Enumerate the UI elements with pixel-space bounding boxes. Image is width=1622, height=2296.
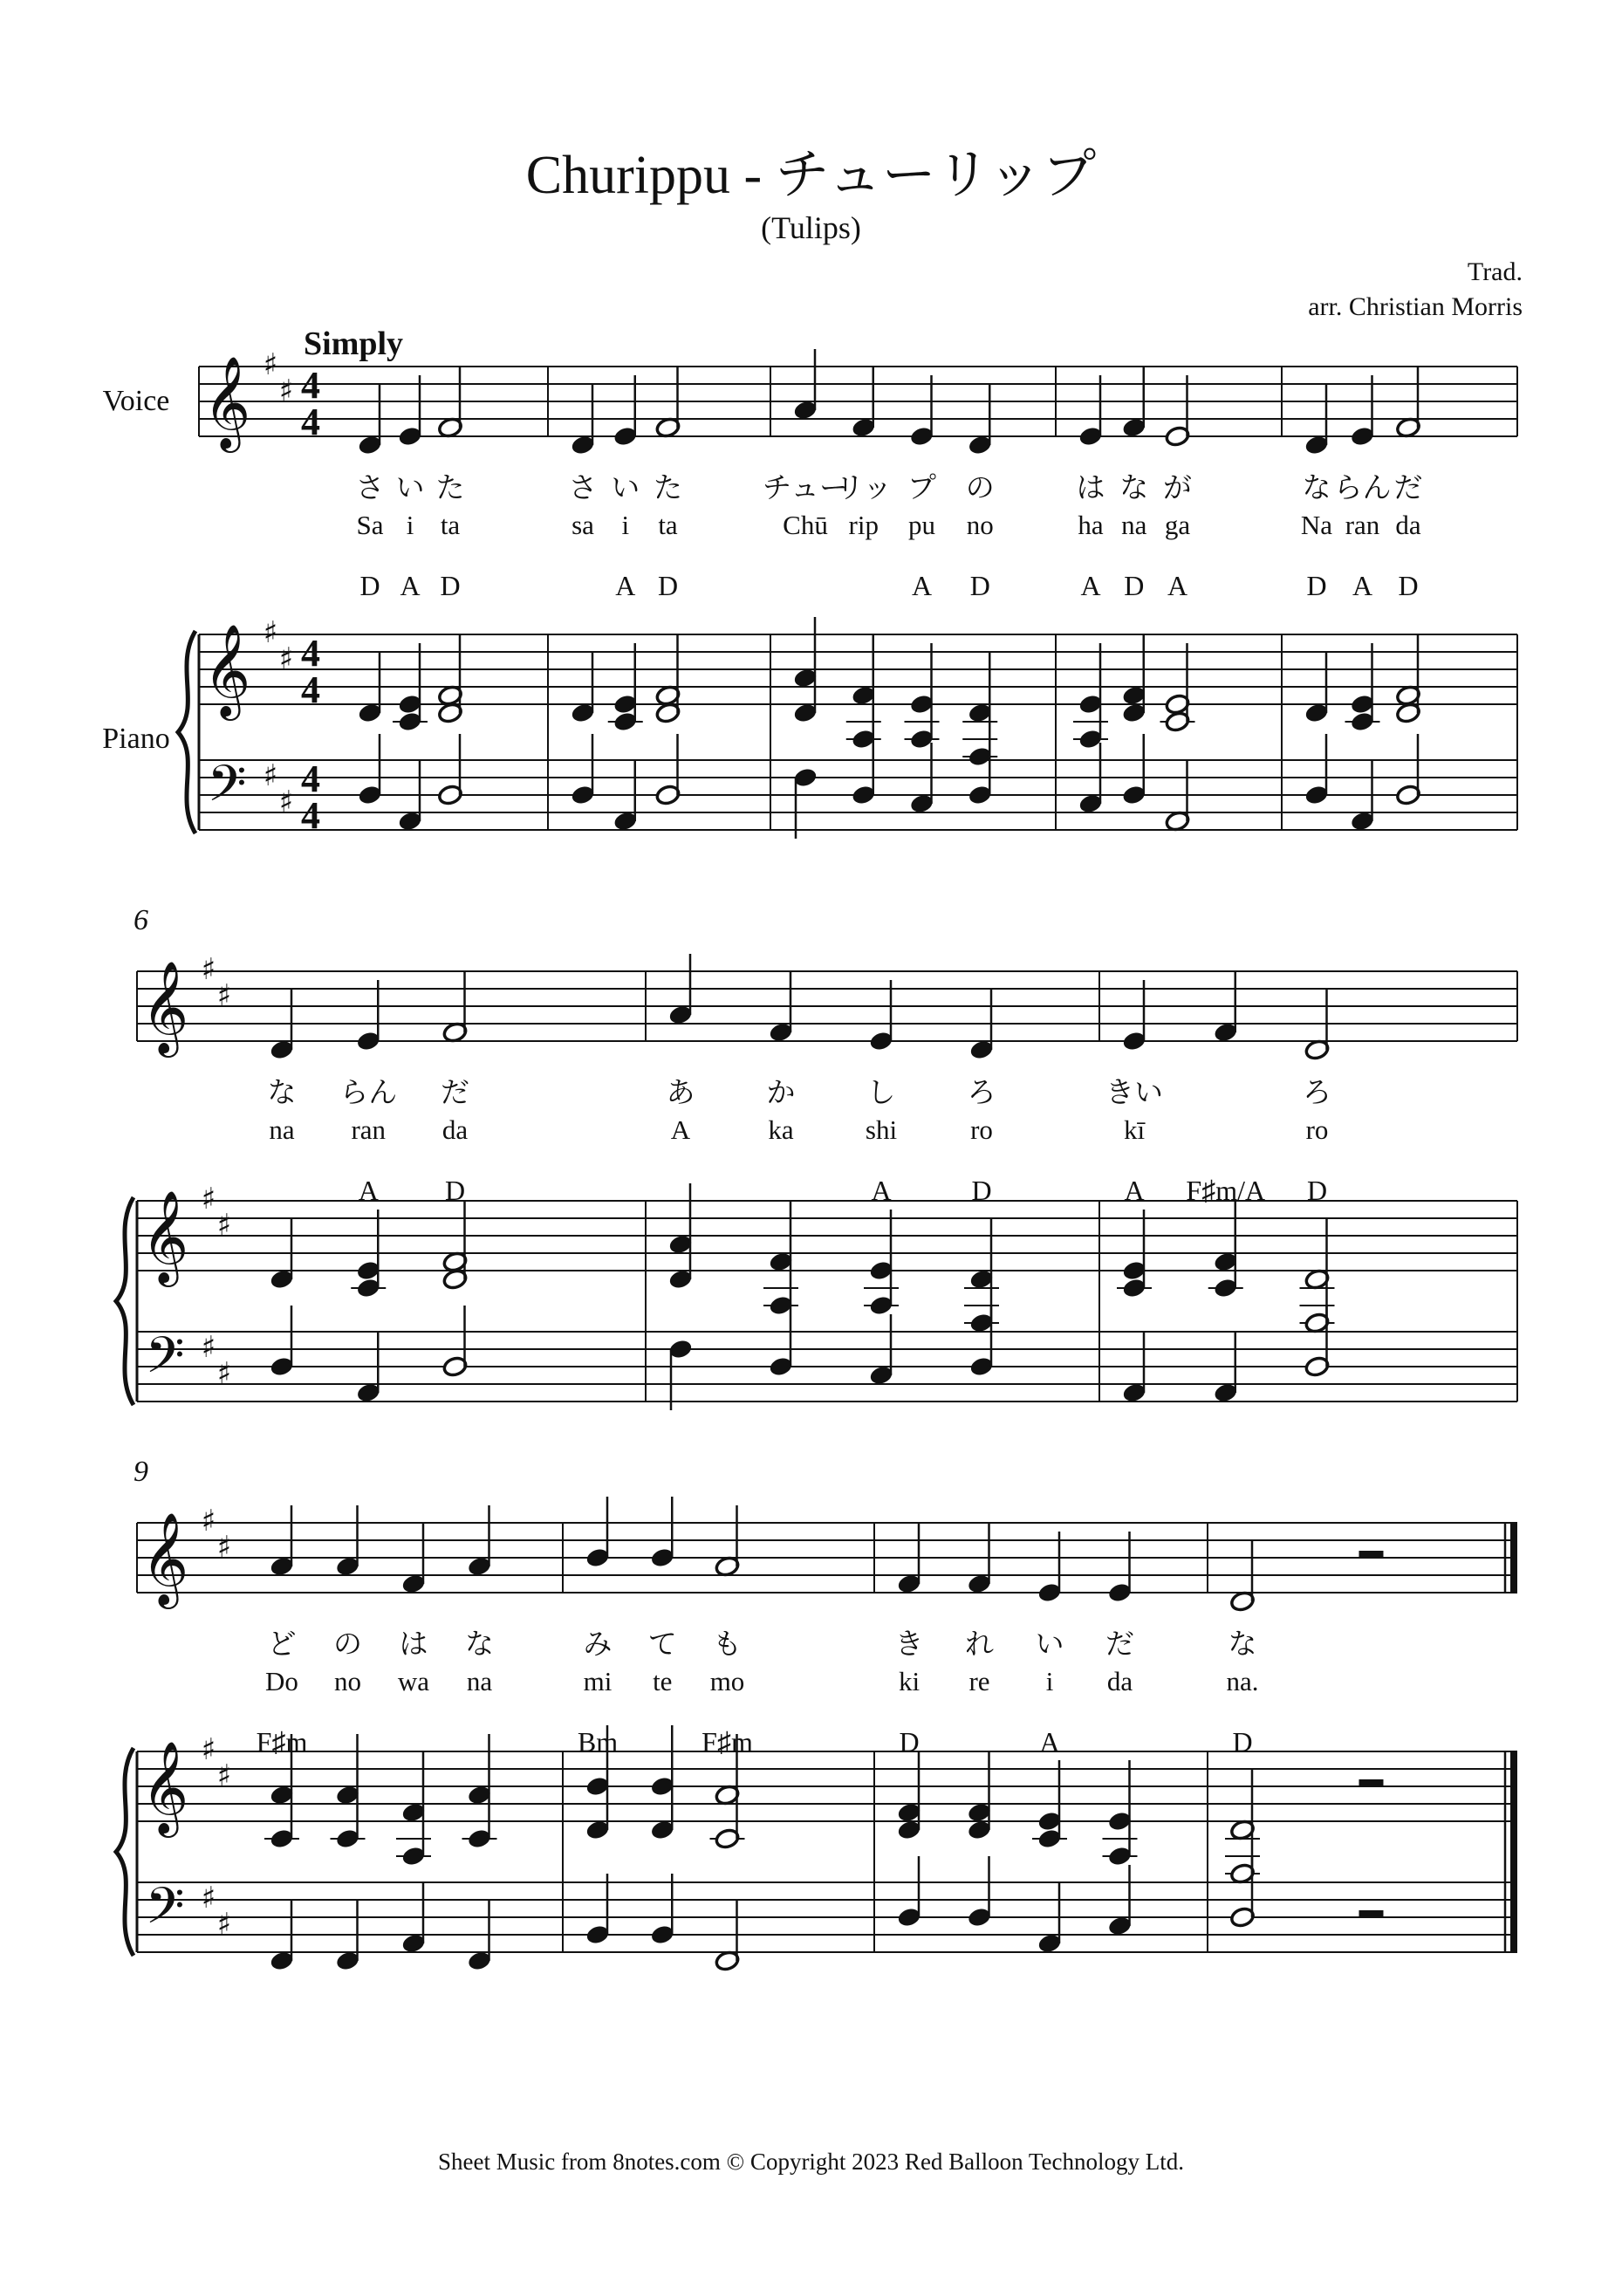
lyric-jp: な [1228, 1627, 1257, 1661]
lyric-romaji: ki [898, 1666, 921, 1696]
chord-symbol: D [359, 570, 380, 601]
lyric-romaji: i [406, 510, 414, 540]
lyric-romaji: no [966, 510, 994, 540]
lyric-romaji: i [1045, 1666, 1054, 1696]
lyric-jp: あ [666, 1075, 695, 1109]
lyric-jp: プ [907, 470, 936, 504]
time-sig-bottom: 4 [301, 668, 320, 711]
piano-brace-icon [116, 1748, 133, 1956]
score-title: Churippu - チューリップ [525, 146, 1097, 205]
lyric-romaji: Na [1300, 510, 1333, 540]
lyric-jp: の [333, 1627, 362, 1661]
lyric-romaji: da [1106, 1666, 1133, 1696]
sharp-icon: ♯ [201, 1330, 216, 1365]
lyric-jp: れ [965, 1627, 994, 1661]
lyric-jp: み [583, 1627, 613, 1661]
lyric-jp: い [1035, 1627, 1064, 1661]
lyric-romaji: A [670, 1114, 691, 1145]
time-sig-top: 4 [301, 632, 320, 675]
piano-label: Piano [102, 723, 170, 755]
lyric-jp: は [399, 1627, 428, 1661]
chord-symbol: D [971, 1175, 992, 1206]
lyric-romaji: wa [397, 1666, 430, 1696]
lyric-romaji: na [269, 1114, 295, 1145]
lyric-jp: て [647, 1627, 677, 1661]
lyric-jp: ろ [1303, 1075, 1331, 1109]
lyric-jp: リッ [835, 470, 893, 504]
chord-symbol: F♯m/A [1186, 1175, 1266, 1206]
time-sig-top: 4 [301, 757, 320, 800]
sharp-icon: ♯ [263, 615, 278, 650]
lyric-romaji: ka [768, 1114, 794, 1145]
lyric-romaji: no [334, 1666, 361, 1696]
sharp-icon: ♯ [278, 641, 294, 676]
treble-clef-icon: 𝄞 [140, 1189, 189, 1283]
sharp-icon: ♯ [263, 758, 278, 793]
lyric-romaji: kī [1123, 1114, 1146, 1145]
chord-symbol: D [899, 1726, 920, 1758]
chord-symbol: A [1124, 1175, 1145, 1206]
half-rest [1359, 1551, 1384, 1559]
chord-symbol: A [1167, 570, 1188, 601]
lyric-romaji: ta [658, 510, 678, 540]
chord-symbol: D [1306, 1175, 1328, 1206]
copyright-footer: Sheet Music from 8notes.com © Copyright 2023 Red Balloon Technology Ltd. [437, 2149, 1185, 2175]
treble-clef-icon: 𝄞 [140, 1740, 189, 1833]
lyric-romaji: na. [1226, 1666, 1259, 1696]
chord-symbol: A [1080, 570, 1101, 601]
lyric-jp: か [766, 1075, 796, 1109]
half-rest [1359, 1910, 1384, 1918]
time-sig-bottom: 4 [301, 794, 320, 837]
lyric-jp: い [611, 470, 640, 504]
lyric-jp: チュー [762, 470, 849, 504]
treble-clef-icon: 𝄞 [140, 960, 189, 1053]
lyric-romaji: ran [1345, 510, 1380, 540]
chord-symbol: A [1039, 1726, 1060, 1758]
final-barline [1510, 1523, 1517, 1593]
time-sig-top: 4 [301, 364, 320, 407]
sharp-icon: ♯ [216, 1758, 232, 1793]
chord-symbol: D [1124, 570, 1145, 601]
sharp-icon: ♯ [201, 1732, 216, 1767]
sharp-icon: ♯ [201, 1182, 216, 1217]
lyric-jp: さ [355, 470, 385, 504]
final-barline [1510, 1751, 1517, 1952]
sharp-icon: ♯ [201, 1881, 216, 1916]
lyric-romaji: rip [848, 510, 879, 540]
sharp-icon: ♯ [201, 1504, 216, 1539]
system-2 [116, 904, 1517, 1410]
sharp-icon: ♯ [278, 374, 294, 408]
tempo-marking: Simply [304, 326, 404, 362]
lyric-romaji: shi [865, 1114, 898, 1145]
bass-clef-icon: 𝄢 [145, 1876, 185, 1948]
lyric-jp: は [1076, 470, 1105, 504]
lyric-jp: い [395, 470, 425, 504]
lyric-jp: な [465, 1627, 494, 1661]
piano-brace-icon [178, 631, 195, 833]
lyric-romaji: ro [1305, 1114, 1329, 1145]
chord-symbol: F♯m [256, 1726, 308, 1758]
piano-brace-icon [116, 1197, 133, 1405]
measure-number: 6 [133, 904, 148, 936]
system-3 [116, 1456, 1517, 1972]
lyric-jp: ど [267, 1627, 297, 1661]
lyric-romaji: na [1121, 510, 1147, 540]
lyric-romaji: te [653, 1666, 673, 1696]
measure-number: 9 [133, 1456, 148, 1488]
treble-clef-icon: 𝄞 [202, 623, 251, 716]
lyric-jp: だ [1393, 470, 1423, 504]
lyric-romaji: ro [970, 1114, 993, 1145]
lyric-jp: な [1119, 470, 1149, 504]
lyric-romaji: Sa [356, 510, 384, 540]
lyric-jp: らん [1333, 470, 1392, 504]
sharp-icon: ♯ [216, 1530, 232, 1565]
chord-symbol: A [358, 1175, 379, 1206]
lyric-jp: さ [568, 470, 598, 504]
lyric-jp: し [866, 1075, 896, 1109]
lyric-romaji: na [466, 1666, 493, 1696]
time-sig-bottom: 4 [301, 401, 320, 443]
sharp-icon: ♯ [216, 1356, 232, 1391]
lyric-romaji: Do [265, 1666, 298, 1696]
lyric-jp: た [435, 470, 465, 504]
treble-clef-icon: 𝄞 [202, 355, 251, 449]
chord-symbol: D [1232, 1726, 1253, 1758]
sharp-icon: ♯ [263, 347, 278, 382]
lyric-jp: も [713, 1627, 742, 1661]
sharp-icon: ♯ [278, 785, 294, 819]
lyric-jp: らん [339, 1075, 398, 1109]
lyric-romaji: i [621, 510, 630, 540]
lyric-jp: な [1302, 470, 1331, 504]
lyric-romaji: da [1395, 510, 1421, 540]
lyric-romaji: ta [440, 510, 461, 540]
lyric-romaji: mi [583, 1666, 613, 1696]
lyric-romaji: sa [571, 510, 594, 540]
chord-symbol: A [911, 570, 933, 601]
lyric-romaji: ran [351, 1114, 387, 1145]
lyric-romaji: Chū [783, 510, 828, 540]
chord-symbol: D [1306, 570, 1327, 601]
chord-symbol: F♯m [701, 1726, 753, 1758]
chord-symbol: D [657, 570, 679, 601]
lyric-jp: き [894, 1627, 924, 1661]
voice-label: Voice [102, 385, 170, 417]
lyric-romaji: pu [908, 510, 935, 540]
lyric-jp: が [1163, 470, 1192, 504]
chord-symbol: Bm [577, 1726, 619, 1758]
chord-symbol: A [615, 570, 636, 601]
lyric-jp: きい [1105, 1075, 1163, 1109]
sharp-icon: ♯ [201, 952, 216, 987]
chord-symbol: D [440, 570, 461, 601]
lyric-romaji: re [968, 1666, 990, 1696]
sharp-icon: ♯ [216, 1208, 232, 1243]
lyric-jp: だ [441, 1075, 469, 1109]
sharp-icon: ♯ [216, 1907, 232, 1942]
lyric-jp: の [965, 470, 995, 504]
composer: Trad. [1467, 257, 1523, 286]
chord-symbol: A [400, 570, 421, 601]
chord-symbol: D [444, 1175, 466, 1206]
lyric-jp: な [267, 1075, 297, 1109]
lyric-romaji: ha [1078, 510, 1104, 540]
lyric-jp: ろ [967, 1075, 996, 1109]
lyric-romaji: da [441, 1114, 469, 1145]
chord-symbol: D [1398, 570, 1419, 601]
sharp-icon: ♯ [216, 978, 232, 1013]
system-1 [102, 347, 1517, 839]
lyric-romaji: mo [709, 1666, 745, 1696]
chord-symbol: A [871, 1175, 892, 1206]
treble-clef-icon: 𝄞 [140, 1511, 189, 1605]
chord-symbol: D [969, 570, 990, 601]
bass-clef-icon: 𝄢 [145, 1326, 185, 1397]
score-subtitle: (Tulips) [761, 210, 861, 245]
bass-clef-icon: 𝄢 [207, 754, 247, 826]
lyric-jp: だ [1105, 1627, 1134, 1661]
arranger: arr. Christian Morris [1308, 292, 1523, 321]
lyric-romaji: ga [1164, 510, 1191, 540]
lyric-jp: た [654, 470, 682, 504]
chord-symbol: A [1352, 570, 1373, 601]
half-rest [1359, 1779, 1384, 1787]
